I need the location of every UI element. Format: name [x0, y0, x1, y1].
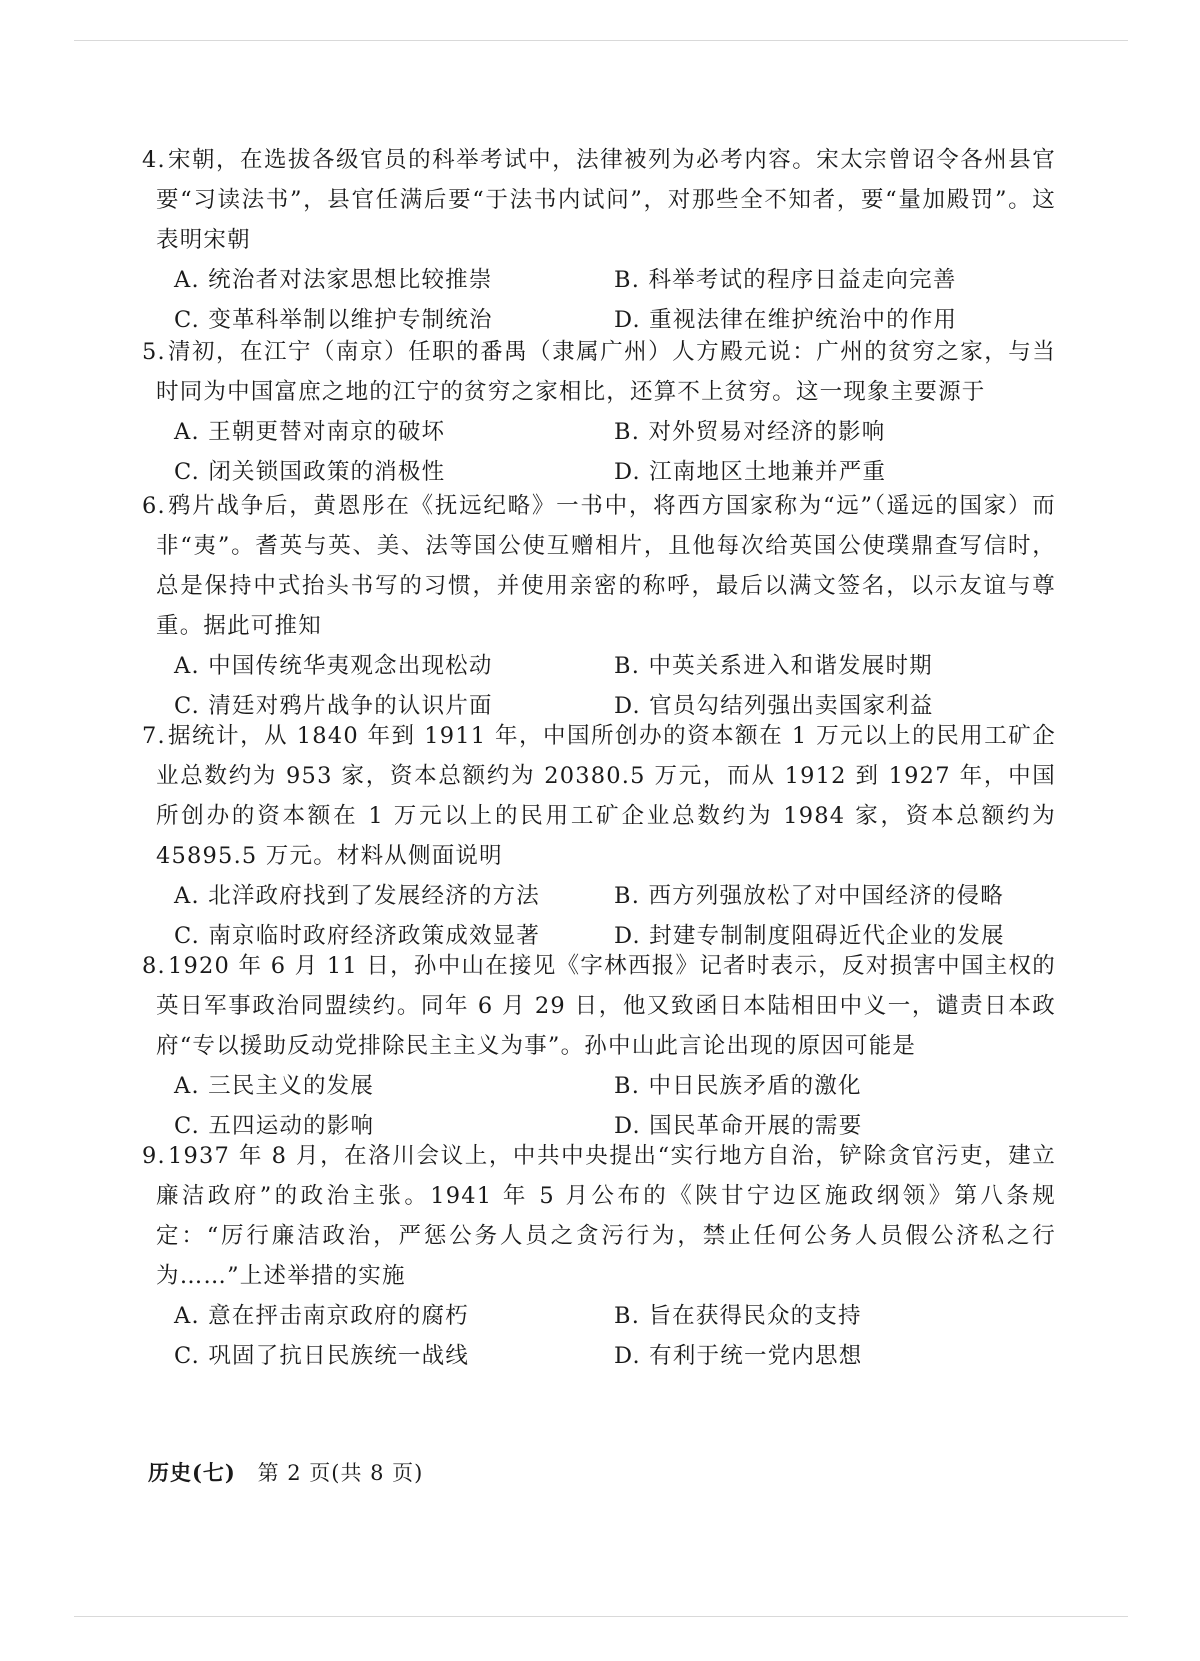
question-4 [142, 140, 1056, 340]
option-c[interactable]: C. 南京临时政府经济政策成效显著 [174, 923, 541, 949]
question-stem [142, 332, 1056, 412]
options-group [174, 260, 1084, 340]
options-group [174, 1066, 1084, 1146]
option-d[interactable]: D. 国民革命开展的需要 [614, 1113, 863, 1139]
question-stem [142, 486, 1056, 646]
question-text: 鸦片战争后，黄恩彤在《抚远纪略》一书中，将西方国家称为“远”（遥远的国家）而非“夷”。耆英与英、美、法等国公使互赠相片，且他每次给英国公使璞鼎查写信时，总是保持中式抬头书写的习惯，并使用亲密的称呼，最后以满文签名，以示友谊与尊重。据此可推知 [156, 493, 1056, 639]
question-stem [142, 716, 1056, 876]
option-d[interactable]: D. 官员勾结列强出卖国家利益 [614, 693, 934, 719]
question-number: 8. [142, 953, 166, 979]
option-d[interactable]: D. 有利于统一党内思想 [614, 1343, 863, 1369]
option-a[interactable]: A. 王朝更替对南京的破坏 [174, 419, 446, 445]
option-a[interactable]: A. 中国传统华夷观念出现松动 [174, 653, 493, 679]
question-text: 据统计，从 1840 年到 1911 年，中国所创办的资本额在 1 万元以上的民用工矿企业总数约为 953 家，资本总额约为 20380.5 万元，而从 1912 到 1927 年，中国所创办的资本额在 1 万元以上的民用工矿企业总数约为 1984 家，资本总额约为 45895.5 万元。材料从侧面说明 [156, 723, 1056, 869]
question-9 [142, 1136, 1056, 1376]
option-b[interactable]: B. 旨在获得民众的支持 [614, 1303, 862, 1329]
option-d[interactable]: D. 江南地区土地兼并严重 [614, 459, 887, 485]
option-b[interactable]: B. 中日民族矛盾的激化 [614, 1073, 862, 1099]
question-text: 1937 年 8 月，在洛川会议上，中共中央提出“实行地方自治，铲除贪官污吏，建立廉洁政府”的政治主张。1941 年 5 月公布的《陕甘宁边区施政纲领》第八条规定：“厉行廉洁政治，严惩公务人员之贪污行为，禁止任何公务人员假公济私之行为……”上述举措的实施 [156, 1143, 1056, 1289]
options-group [174, 412, 1084, 492]
question-5 [142, 332, 1056, 492]
option-d[interactable]: D. 封建专制制度阻碍近代企业的发展 [614, 923, 1005, 949]
option-b[interactable]: B. 科举考试的程序日益走向完善 [614, 267, 957, 293]
option-a[interactable]: A. 北洋政府找到了发展经济的方法 [174, 883, 540, 909]
question-text: 清初，在江宁（南京）任职的番禺（隶属广州）人方殿元说：广州的贫穷之家，与当时同为中国富庶之地的江宁的贫穷之家相比，还算不上贫穷。这一现象主要源于 [156, 339, 1056, 405]
question-stem [142, 140, 1056, 260]
option-c[interactable]: C. 闭关锁国政策的消极性 [174, 459, 446, 485]
option-b[interactable]: B. 对外贸易对经济的影响 [614, 419, 886, 445]
question-stem [142, 946, 1056, 1066]
question-8 [142, 946, 1056, 1146]
question-number: 6. [142, 493, 166, 519]
option-b[interactable]: B. 西方列强放松了对中国经济的侵略 [614, 883, 1004, 909]
option-c[interactable]: C. 变革科举制以维护专制统治 [174, 307, 493, 333]
option-b[interactable]: B. 中英关系进入和谐发展时期 [614, 653, 933, 679]
option-c[interactable]: C. 清廷对鸦片战争的认识片面 [174, 693, 493, 719]
subject-label: 历史(七) [148, 1460, 236, 1485]
question-7 [142, 716, 1056, 956]
option-c[interactable]: C. 巩固了抗日民族统一战线 [174, 1343, 470, 1369]
option-a[interactable]: A. 意在抨击南京政府的腐朽 [174, 1303, 469, 1329]
option-a[interactable]: A. 三民主义的发展 [174, 1073, 375, 1099]
question-text: 1920 年 6 月 11 日，孙中山在接见《字林西报》记者时表示，反对损害中国主权的英日军事政治同盟续约。同年 6 月 29 日，他又致函日本陆相田中义一，谴责日本政府“专以援助反动党排除民主主义为事”。孙中山此言论出现的原因可能是 [156, 953, 1056, 1059]
option-a[interactable]: A. 统治者对法家思想比较推崇 [174, 267, 493, 293]
option-d[interactable]: D. 重视法律在维护统治中的作用 [614, 307, 958, 333]
question-number: 7. [142, 723, 166, 749]
question-number: 4. [142, 147, 166, 173]
question-text: 宋朝，在选拔各级官员的科举考试中，法律被列为必考内容。宋太宗曾诏令各州县官要“习读法书”，县官任满后要“于法书内试问”，对那些全不知者，要“量加殿罚”。这表明宋朝 [156, 147, 1056, 253]
question-stem [142, 1136, 1056, 1296]
options-group [174, 876, 1084, 956]
option-c[interactable]: C. 五四运动的影响 [174, 1113, 375, 1139]
options-group [174, 646, 1084, 726]
question-number: 9. [142, 1143, 166, 1169]
options-group [174, 1296, 1084, 1376]
page-number: 第 2 页(共 8 页) [257, 1461, 424, 1485]
question-number: 5. [142, 339, 166, 365]
question-6 [142, 486, 1056, 726]
page-footer [148, 1457, 423, 1489]
